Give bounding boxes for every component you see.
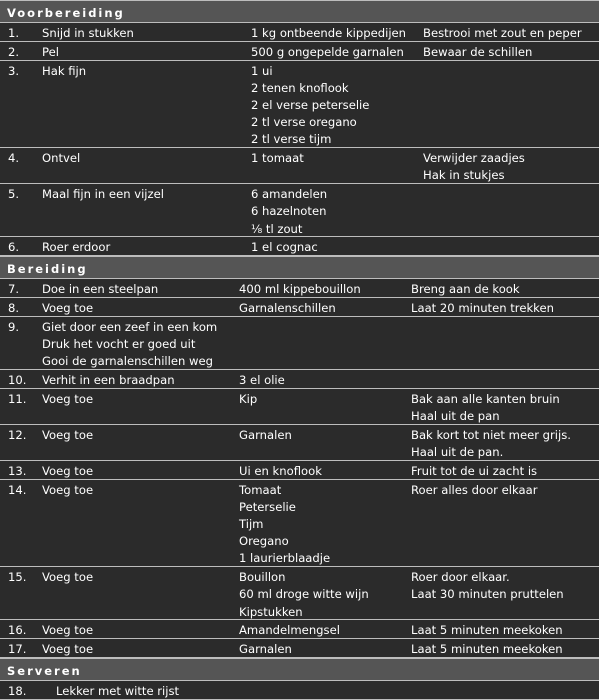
step-notes-line: Haal uit de pan <box>411 408 500 423</box>
step-ingredients-line: 500 g ongepelde garnalen <box>251 44 404 59</box>
table-row <box>0 480 599 568</box>
step-ingredients <box>239 641 292 658</box>
step-action-line: Voeg toe <box>42 427 94 442</box>
step-number-line: 6. <box>8 240 20 255</box>
table-row <box>0 42 599 61</box>
step-number <box>8 391 26 408</box>
table-row <box>0 23 599 42</box>
step-number-line: 10. <box>8 372 27 387</box>
step-notes <box>411 641 563 658</box>
step-number-line: 11. <box>8 391 27 406</box>
step-number-line: 18. <box>8 683 27 698</box>
step-notes <box>423 44 532 61</box>
step-number <box>8 150 19 167</box>
step-notes <box>423 25 582 42</box>
step-action <box>42 641 93 658</box>
step-notes <box>411 281 520 298</box>
step-ingredients-line: 1 laurierblaadje <box>239 551 331 566</box>
step-number <box>8 683 26 700</box>
step-ingredients-line: 2 tl verse tijm <box>251 132 332 147</box>
step-number <box>8 44 19 61</box>
step-number-line: 7. <box>8 282 20 297</box>
step-action-line: Verhit in een braadpan <box>42 372 175 387</box>
step-action-line: Voeg toe <box>42 300 94 315</box>
step-ingredients <box>239 300 336 317</box>
section-voorbereiding <box>0 23 599 256</box>
step-action <box>42 372 175 389</box>
step-ingredients <box>251 150 304 167</box>
step-action-line: Pel <box>42 44 59 59</box>
step-action <box>42 150 80 167</box>
step-ingredients <box>251 186 327 238</box>
step-number <box>8 300 19 317</box>
step-number-line: 14. <box>8 482 27 497</box>
step-number-line: 9. <box>8 319 20 334</box>
step-notes-line: Bestrooi met zout en peper <box>423 26 582 40</box>
step-action-line: Snijd in stukken <box>42 26 134 40</box>
table-row <box>0 298 599 317</box>
step-number <box>8 281 19 298</box>
step-number <box>8 569 26 586</box>
step-ingredients-line: Amandelmengsel <box>239 623 340 638</box>
step-ingredients <box>251 25 406 42</box>
step-ingredients <box>239 482 330 568</box>
step-number-line: 15. <box>8 570 27 585</box>
step-notes-line: Breng aan de kook <box>411 282 520 297</box>
step-number <box>8 622 26 639</box>
step-action <box>42 25 134 42</box>
step-ingredients <box>239 281 361 298</box>
step-action-line: Lekker met witte rijst <box>56 683 180 698</box>
step-number-line: 3. <box>8 63 20 78</box>
step-notes-line: Bak kort tot niet meer grijs. <box>411 427 571 442</box>
step-action <box>42 319 217 371</box>
table-row <box>0 681 599 700</box>
step-notes-line: Fruit tot de ui zacht is <box>411 463 538 478</box>
step-action-line: Giet door een zeef in een kom <box>42 319 218 334</box>
step-action <box>42 44 59 61</box>
step-action-line: Voeg toe <box>42 463 94 478</box>
step-action-line: Doe in een steelpan <box>42 282 159 297</box>
step-number-line: 13. <box>8 463 27 478</box>
step-ingredients-line: Tomaat <box>239 482 282 497</box>
step-ingredients-line: 2 tenen knoflook <box>251 80 349 95</box>
step-notes <box>411 300 554 317</box>
table-row <box>0 61 599 149</box>
step-ingredients <box>239 622 340 639</box>
table-row <box>0 639 599 658</box>
step-notes-line: Laat 5 minuten meekoken <box>411 642 563 657</box>
step-notes-line: Laat 30 minuten pruttelen <box>411 587 564 602</box>
step-notes <box>411 463 537 480</box>
step-ingredients <box>239 427 292 444</box>
step-action-line: Ontvel <box>42 151 81 166</box>
step-number <box>8 25 19 42</box>
step-action <box>42 239 110 256</box>
table-row <box>0 237 599 256</box>
step-ingredients <box>251 63 369 149</box>
step-number-line: 4. <box>8 151 20 166</box>
step-ingredients-line: Garnalen <box>239 427 292 442</box>
step-ingredients-line: 1 kg ontbeende kippedijen <box>251 26 407 40</box>
step-notes <box>411 482 537 499</box>
step-action <box>56 683 179 700</box>
step-notes <box>411 427 571 461</box>
step-action-line: Maal fijn in een vijzel <box>42 187 164 202</box>
step-notes-line: Haal uit de pan. <box>411 444 504 459</box>
table-row <box>0 389 599 425</box>
step-number-line: 17. <box>8 642 27 657</box>
step-ingredients-line: Garnalenschillen <box>239 300 336 315</box>
step-action-line: Hak fijn <box>42 63 87 78</box>
step-ingredients-line: 3 el olie <box>239 372 285 387</box>
step-notes-line: Laat 5 minuten meekoken <box>411 623 563 638</box>
step-number-line: 12. <box>8 427 27 442</box>
table-row <box>0 317 599 370</box>
step-ingredients-line: 60 ml droge witte wijn <box>239 587 369 602</box>
table-row <box>0 148 599 184</box>
section-header-bereiding: Bereiding <box>0 256 599 279</box>
section-header-serveren: Serveren <box>0 658 599 681</box>
step-action <box>42 300 93 317</box>
table-row <box>0 184 599 237</box>
step-notes <box>423 150 525 184</box>
step-notes-line: Bewaar de schillen <box>423 44 533 59</box>
step-ingredients <box>239 569 369 621</box>
step-action <box>42 391 93 408</box>
step-number <box>8 427 26 444</box>
step-ingredients-line: 6 amandelen <box>251 187 328 202</box>
step-action <box>42 622 93 639</box>
step-number-line: 16. <box>8 623 27 638</box>
table-row <box>0 567 599 620</box>
step-notes-line: Laat 20 minuten trekken <box>411 300 554 315</box>
step-ingredients-line: Tijm <box>239 516 264 531</box>
table-row <box>0 461 599 480</box>
step-number-line: 8. <box>8 300 20 315</box>
step-ingredients-line: Kip <box>239 391 258 406</box>
step-ingredients-line: 400 ml kippebouillon <box>239 282 361 297</box>
section-serveren <box>0 681 599 700</box>
step-ingredients-line: 6 hazelnoten <box>251 204 327 219</box>
step-number-line: 2. <box>8 44 20 59</box>
step-action-line: Voeg toe <box>42 482 94 497</box>
step-notes-line: Hak in stukjes <box>423 168 505 183</box>
step-number <box>8 372 26 389</box>
step-notes-line: Bak aan alle kanten bruin <box>411 391 560 406</box>
step-ingredients <box>251 239 318 256</box>
step-ingredients <box>239 463 322 480</box>
step-notes-line: Roer alles door elkaar <box>411 482 538 497</box>
step-ingredients-line: Kipstukken <box>239 604 303 619</box>
step-action-line: Roer erdoor <box>42 240 111 255</box>
step-action <box>42 427 93 444</box>
step-ingredients-line: 2 el verse peterselie <box>251 97 370 112</box>
step-number <box>8 319 19 336</box>
step-action-line: Voeg toe <box>42 570 94 585</box>
step-ingredients <box>239 372 285 389</box>
step-number <box>8 482 26 499</box>
step-ingredients-line: Bouillon <box>239 570 286 585</box>
step-ingredients-line: 1 ui <box>251 63 273 78</box>
step-number-line: 1. <box>8 26 20 40</box>
step-ingredients <box>251 44 404 61</box>
section-header-voorbereiding: Voorbereiding <box>0 0 599 23</box>
step-ingredients-line: Peterselie <box>239 499 296 514</box>
step-action-line: Gooi de garnalenschillen weg <box>42 354 214 369</box>
step-action-line: Druk het vocht er goed uit <box>42 336 196 351</box>
step-action <box>42 281 158 298</box>
step-action <box>42 463 93 480</box>
table-row <box>0 620 599 639</box>
step-number <box>8 641 26 658</box>
step-action <box>42 569 93 586</box>
section-bereiding <box>0 279 599 658</box>
step-action-line: Voeg toe <box>42 391 94 406</box>
step-number <box>8 63 19 80</box>
step-ingredients-line: Garnalen <box>239 642 292 657</box>
step-ingredients-line: 1 tomaat <box>251 151 304 166</box>
step-ingredients-line: ⅛ tl zout <box>251 221 303 236</box>
step-ingredients <box>239 391 257 408</box>
step-ingredients-line: Oregano <box>239 534 289 549</box>
step-ingredients-line: 2 tl verse oregano <box>251 115 357 130</box>
step-notes <box>411 622 563 639</box>
step-notes <box>411 569 564 603</box>
step-number <box>8 463 26 480</box>
step-ingredients-line: Ui en knoflook <box>239 463 322 478</box>
step-notes-line: Verwijder zaadjes <box>423 151 525 166</box>
step-ingredients-line: 1 el cognac <box>251 240 318 255</box>
step-notes <box>411 391 560 425</box>
step-action-line: Voeg toe <box>42 642 94 657</box>
table-row <box>0 279 599 298</box>
step-action-line: Voeg toe <box>42 623 94 638</box>
table-row <box>0 370 599 389</box>
step-action <box>42 482 93 499</box>
step-number-line: 5. <box>8 187 20 202</box>
step-action <box>42 63 86 80</box>
step-number <box>8 186 19 203</box>
table-row <box>0 425 599 461</box>
step-notes-line: Roer door elkaar. <box>411 570 510 585</box>
step-number <box>8 239 19 256</box>
step-action <box>42 186 164 203</box>
